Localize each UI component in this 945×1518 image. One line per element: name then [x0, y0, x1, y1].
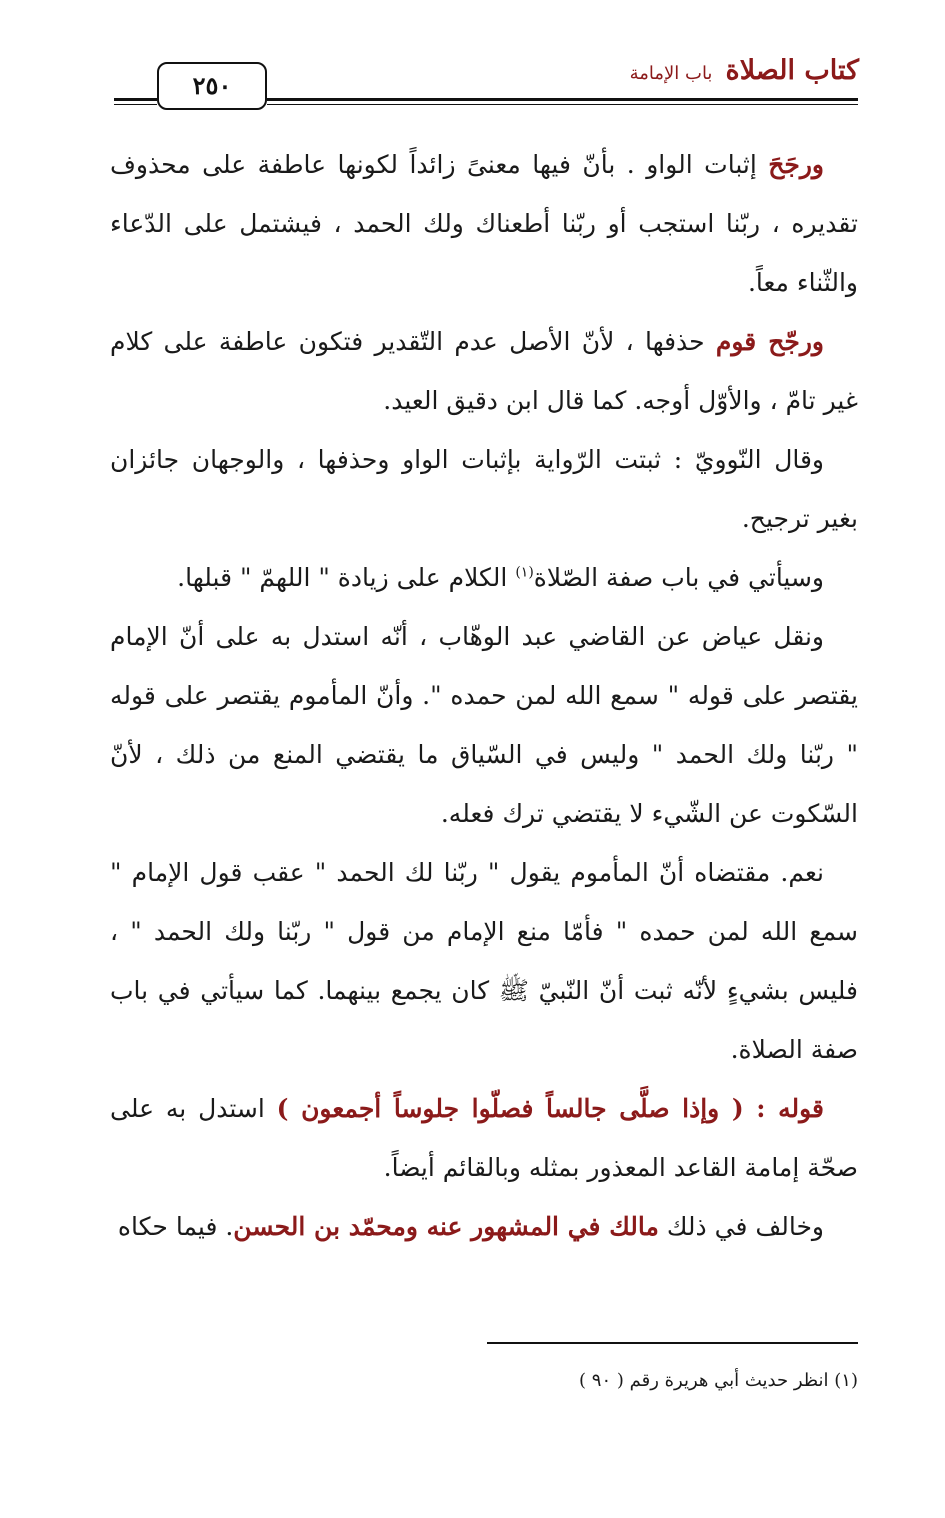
paragraph-2-text: حذفها ، لأنّ الأصل عدم التّقدير فتكون عاطفة على كلام غير تامّ ، والأوّل أوجه. كما قال ابن دقيق العيد.	[110, 327, 858, 415]
paragraph-8-text-before: وخالف في ذلك	[658, 1212, 824, 1241]
paragraph-5-text: ونقل عياض عن القاضي عبد الوهّاب ، أنّه استدل به على أنّ الإمام يقتصر على قوله " سمع الله لمن حمده ". وأنّ المأموم يقتصر على قوله " ربّنا ولك الحمد " وليس في السّياق ما يقتضي المنع من ذلك ، لأنّ السّكوت عن الشّيء لا يقتضي ترك فعله.	[110, 622, 858, 828]
paragraph-8	[110, 1197, 858, 1256]
paragraph-6-text: نعم. مقتضاه أنّ المأموم يقول " ربّنا لك الحمد " عقب قول الإمام " سمع الله لمن حمده " فأمّا منع الإمام من قول " ربّنا ولك الحمد " ، فليس بشيءٍ لأنّه ثبت أنّ النّبيّ ﷺ كان يجمع بينهما. كما سيأتي في باب صفة الصلاة.	[110, 858, 858, 1064]
paragraph-7	[110, 1079, 858, 1197]
paragraph-7-lead: قوله : ( وإذا صلَّى جالساً فصلّوا جلوساً أجمعون )	[276, 1094, 824, 1123]
paragraph-1-text: إثبات الواو . بأنّ فيها معنىً زائداً لكونها عاطفة على محذوف تقديره ، ربّنا استجب أو ربّنا أطعناك ولك الحمد ، فيشتمل على الدّعاء والثّناء معاً.	[110, 150, 858, 297]
main-text	[110, 135, 858, 1256]
paragraph-7-text: استدل به على صحّة إمامة القاعد المعذور بمثله وبالقائم أيضاً.	[110, 1094, 858, 1182]
paragraph-6	[110, 843, 858, 1079]
paragraph-2	[110, 312, 858, 430]
book-title: كتاب الصلاة	[725, 55, 859, 86]
paragraph-4	[110, 548, 858, 607]
paragraph-3	[110, 430, 858, 548]
header-rule-right-thin	[267, 104, 858, 105]
paragraph-1-lead: ورجَحَ	[768, 150, 824, 179]
page-header	[0, 0, 945, 120]
paragraph-2-lead: ورجّح قوم	[715, 327, 824, 356]
paragraph-8-text-after: . فيما حكاه	[117, 1212, 234, 1241]
running-title	[630, 55, 859, 86]
header-rule-left	[114, 98, 157, 101]
header-rule-right	[267, 98, 858, 101]
paragraph-1	[110, 135, 858, 312]
paragraph-4-text-before: وسيأتي في باب صفة الصّلاة	[533, 563, 824, 592]
chapter-title: باب الإمامة	[629, 63, 713, 84]
page-number: ٢٥٠	[157, 62, 267, 110]
paragraph-5	[110, 607, 858, 843]
paragraph-3-text: وقال النّوويّ : ثبتت الرّواية بإثبات الواو وحذفها ، والوجهان جائزان بغير ترجيح.	[110, 445, 858, 533]
paragraph-4-text-after: الكلام على زيادة " اللهمّ " قبلها.	[177, 563, 516, 592]
footnote: (١) انظر حديث أبي هريرة رقم ( ٩٠ )	[579, 1370, 858, 1391]
paragraph-8-highlight: مالك في المشهور عنه ومحمّد بن الحسن	[233, 1212, 659, 1241]
footnote-reference: (١)	[515, 564, 534, 581]
footnote-divider	[487, 1342, 858, 1344]
header-rule-left-thin	[114, 104, 157, 105]
